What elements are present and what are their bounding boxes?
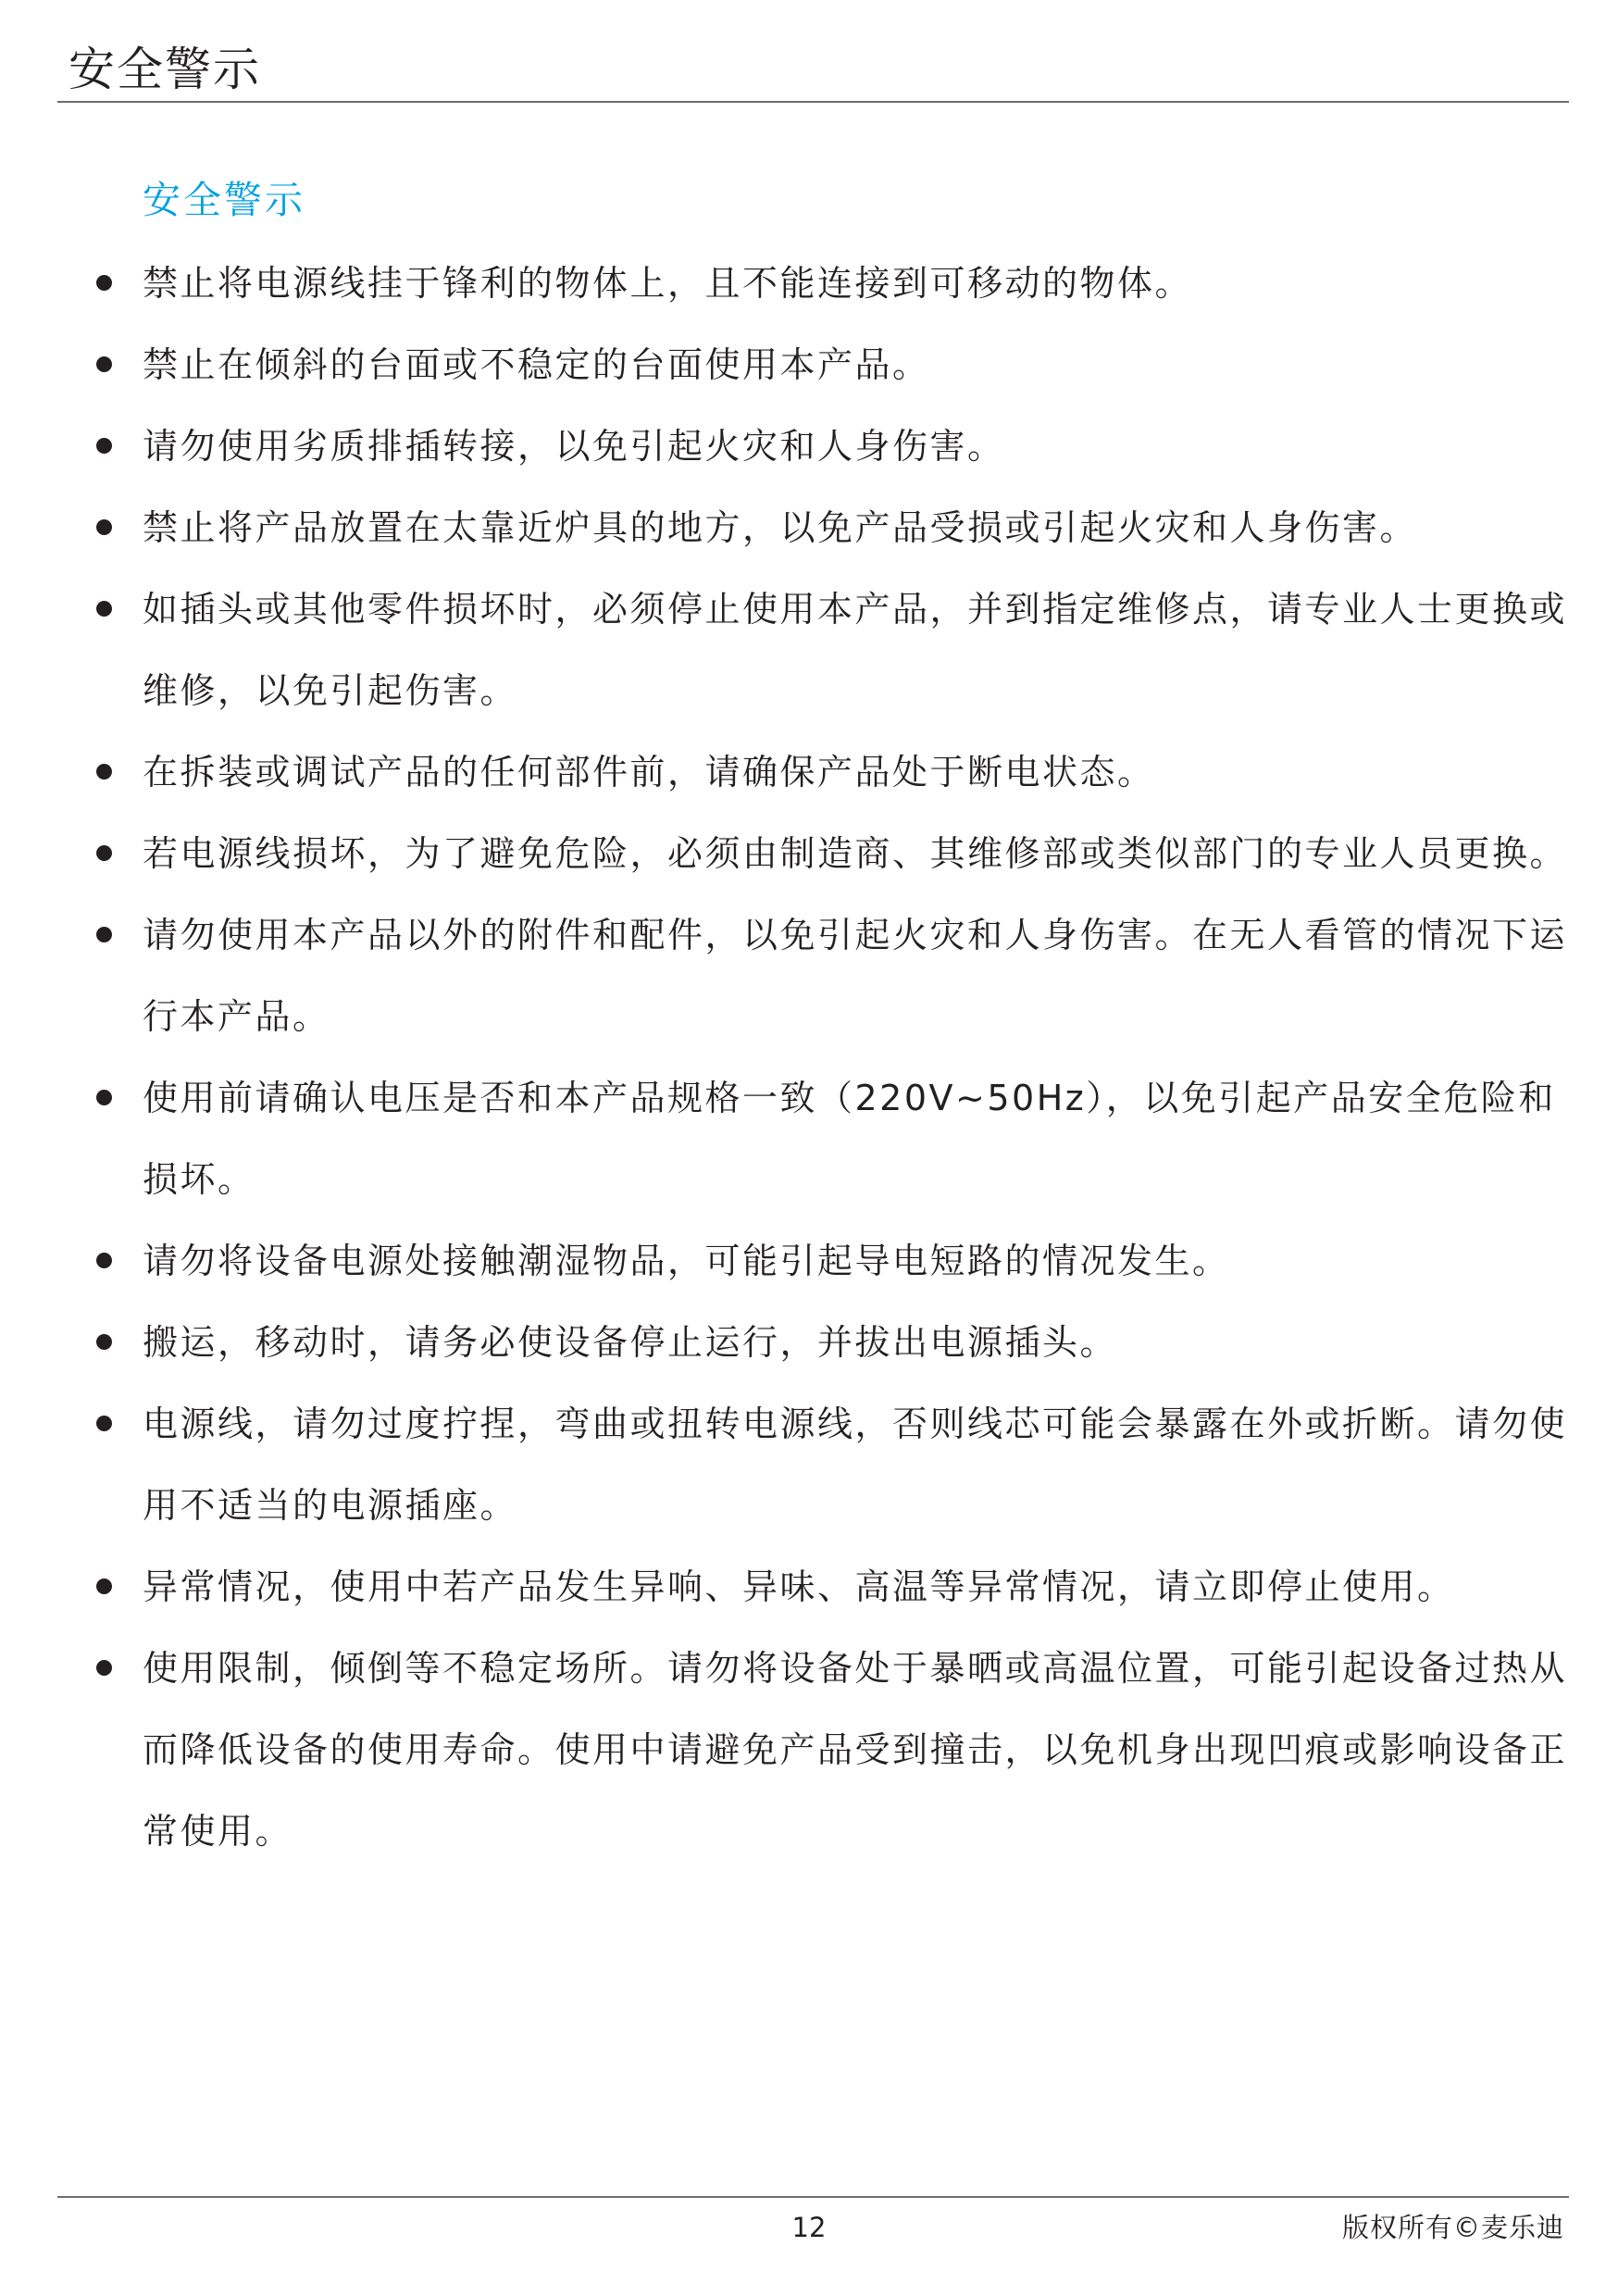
warning-item — [89, 1383, 1570, 1546]
bullet-icon — [96, 1090, 112, 1105]
warning-item — [89, 406, 1570, 487]
bullet-icon — [96, 1416, 112, 1431]
warning-item — [89, 1546, 1570, 1628]
warning-text: 在拆装或调试产品的任何部件前，请确保产品处于断电状态。 — [143, 752, 1155, 792]
warning-text: 请勿使用劣质排插转接，以免引起火灾和人身伤害。 — [143, 426, 1005, 467]
bullet-icon — [96, 519, 112, 535]
warning-item — [89, 813, 1570, 894]
warning-text: 禁止将电源线挂于锋利的物体上，且不能连接到可移动的物体。 — [143, 263, 1193, 304]
copyright-notice: 版权所有©麦乐迪 — [1341, 2212, 1564, 2243]
warning-item — [89, 1057, 1570, 1220]
warning-list — [89, 243, 1570, 1872]
warning-text: 使用前请确认电压是否和本产品规格一致（220V~50Hz），以免引起产品安全危险和损坏。 — [143, 1078, 1556, 1200]
footer-divider — [57, 2196, 1569, 2198]
warning-text: 请勿使用本产品以外的附件和配件，以免引起火灾和人身伤害。在无人看管的情况下运行本产品。 — [143, 915, 1568, 1037]
warning-item — [89, 1628, 1570, 1872]
bullet-icon — [96, 845, 112, 861]
warning-item — [89, 731, 1570, 813]
warning-text: 若电源线损坏，为了避免危险，必须由制造商、其维修部或类似部门的专业人员更换。 — [143, 833, 1568, 874]
page-header-title: 安全警示 — [68, 43, 261, 96]
warning-text: 异常情况，使用中若产品发生异响、异味、高温等异常情况，请立即停止使用。 — [143, 1566, 1455, 1607]
bullet-icon — [96, 1253, 112, 1268]
page-number: 12 — [791, 2212, 827, 2243]
bullet-icon — [96, 356, 112, 372]
warning-text: 电源线，请勿过度拧捏，弯曲或扭转电源线，否则线芯可能会暴露在外或折断。请勿使用不适当的电源插座。 — [143, 1404, 1568, 1526]
warning-text: 禁止将产品放置在太靠近炉具的地方，以免产品受损或引起火灾和人身伤害。 — [143, 507, 1418, 548]
bullet-icon — [96, 601, 112, 617]
section-title: 安全警示 — [143, 178, 305, 222]
bullet-icon — [96, 927, 112, 942]
warning-text: 如插头或其他零件损坏时，必须停止使用本产品，并到指定维修点，请专业人士更换或维修，以免引起伤害。 — [143, 589, 1568, 711]
bullet-icon — [96, 438, 112, 454]
warning-item — [89, 1302, 1570, 1383]
warning-item — [89, 894, 1570, 1057]
warning-item — [89, 243, 1570, 324]
warning-text: 请勿将设备电源处接触潮湿物品，可能引起导电短路的情况发生。 — [143, 1241, 1230, 1281]
warning-item — [89, 487, 1570, 568]
bullet-icon — [96, 1578, 112, 1594]
warning-text: 搬运，移动时，请务必使设备停止运行，并拔出电源插头。 — [143, 1322, 1118, 1363]
header-divider — [57, 101, 1569, 103]
bullet-icon — [96, 275, 112, 291]
bullet-icon — [96, 1660, 112, 1676]
warning-item — [89, 568, 1570, 731]
bullet-icon — [96, 1334, 112, 1350]
bullet-icon — [96, 764, 112, 780]
warning-text: 禁止在倾斜的台面或不稳定的台面使用本产品。 — [143, 344, 930, 385]
warning-item — [89, 324, 1570, 406]
warning-text: 使用限制，倾倒等不稳定场所。请勿将设备处于暴晒或高温位置，可能引起设备过热从而降低设备的使用寿命。使用中请避免产品受到撞击，以免机身出现凹痕或影响设备正常使用。 — [143, 1648, 1568, 1852]
warning-item — [89, 1220, 1570, 1302]
